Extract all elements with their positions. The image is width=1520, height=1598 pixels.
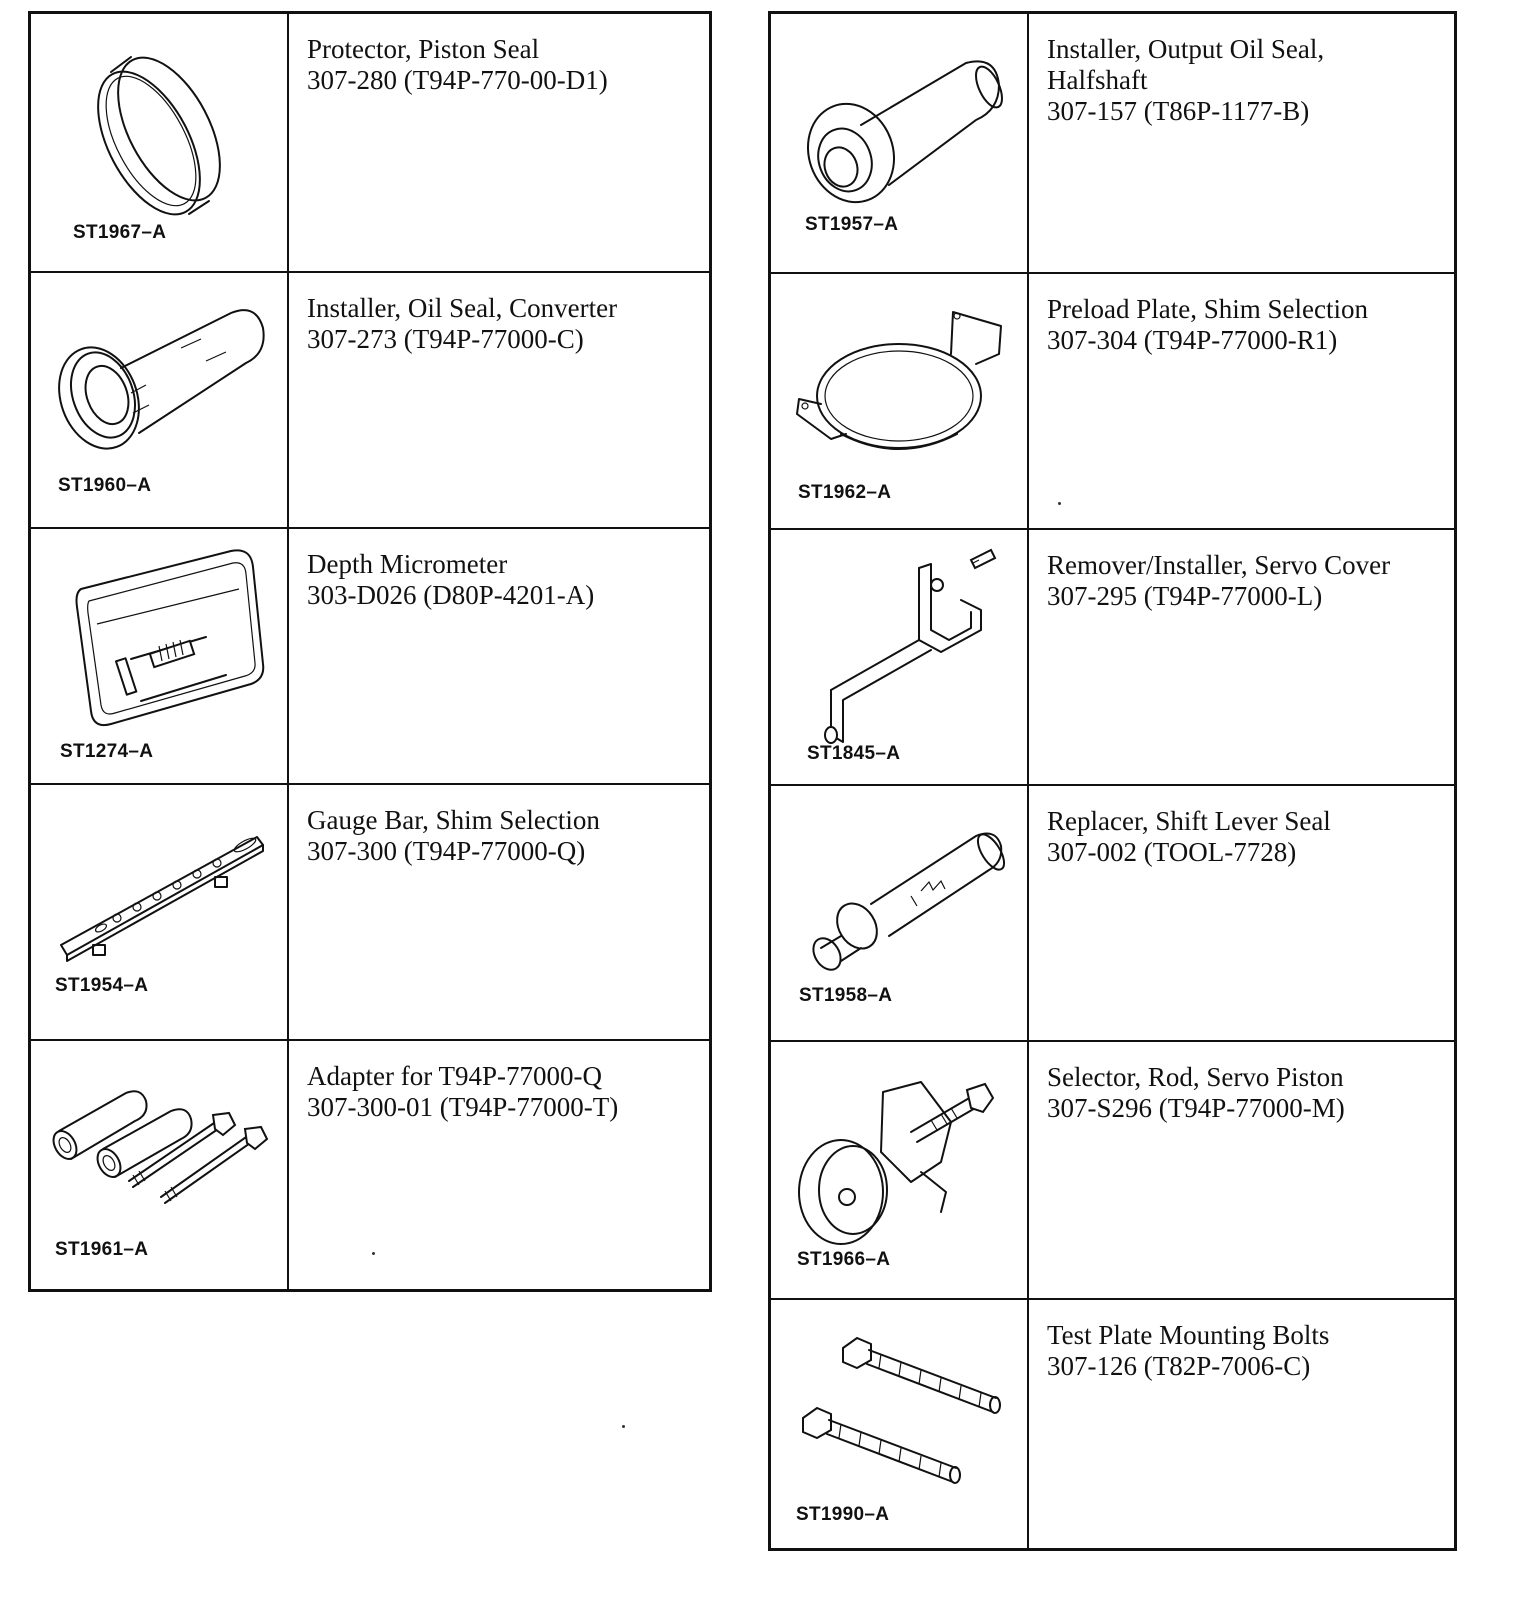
tool-row: [31, 1039, 709, 1289]
tool-description: [289, 14, 709, 271]
tool-row: [771, 784, 1454, 1040]
tool-image-code: ST1958–A: [799, 985, 893, 1006]
scan-speck: [372, 1252, 375, 1255]
tool-name: Protector, Piston Seal: [307, 34, 540, 64]
tool-image-code: ST1957–A: [805, 214, 899, 235]
tool-number: 303-D026 (D80P-4201-A): [307, 580, 595, 610]
tool-illustration-cell: [771, 1300, 1029, 1548]
tool-row: [31, 527, 709, 783]
tool-image-code: ST1954–A: [55, 975, 149, 996]
left-tool-table: [28, 11, 712, 1292]
tool-row: [771, 14, 1454, 272]
tool-number: 307-304 (T94P-77000-R1): [1047, 325, 1338, 355]
scan-speck: [1058, 502, 1061, 505]
tool-number: 307-157 (T86P-1177-B): [1047, 96, 1310, 126]
tool-name: Remover/Installer, Servo Cover: [1047, 550, 1391, 580]
tool-number: 307-126 (T82P-7006-C): [1047, 1351, 1311, 1381]
tool-image-code: ST1845–A: [807, 743, 901, 764]
tool-illustration-cell: [31, 273, 289, 527]
tool-row: [771, 272, 1454, 528]
tool-illustration-cell: [771, 274, 1029, 528]
right-tool-table: [768, 11, 1457, 1551]
tool-image-code: ST1274–A: [60, 741, 154, 762]
tool-row: [31, 14, 709, 271]
tool-name: Test Plate Mounting Bolts: [1047, 1320, 1330, 1350]
tool-illustration-cell: [31, 529, 289, 783]
gauge-bar-illustration: [31, 785, 287, 1039]
tool-description: [1029, 1300, 1454, 1548]
tool-name: Selector, Rod, Servo Piston: [1047, 1062, 1344, 1092]
tool-description: [1029, 1042, 1454, 1298]
scan-speck: [622, 1425, 625, 1428]
tool-description: [1029, 530, 1454, 784]
tool-number: 307-295 (T94P-77000-L): [1047, 581, 1323, 611]
tool-name: Gauge Bar, Shim Selection: [307, 805, 600, 835]
tool-number: 307-S296 (T94P-77000-M): [1047, 1093, 1345, 1123]
tool-illustration-cell: [771, 786, 1029, 1040]
tool-image-code: ST1962–A: [798, 482, 892, 503]
tool-name: Preload Plate, Shim Selection: [1047, 294, 1368, 324]
tool-image-code: ST1961–A: [55, 1239, 149, 1260]
tool-row: [771, 528, 1454, 784]
tool-illustration-cell: [771, 14, 1029, 272]
tool-image-code: ST1966–A: [797, 1249, 891, 1270]
tool-number: 307-002 (TOOL-7728): [1047, 837, 1297, 867]
tool-row: [31, 783, 709, 1039]
tool-name: Installer, Oil Seal, Converter: [307, 293, 618, 323]
tool-number: 307-273 (T94P-77000-C): [307, 324, 584, 354]
tool-name: Replacer, Shift Lever Seal: [1047, 806, 1331, 836]
tool-description: [289, 1041, 709, 1289]
tool-row: [771, 1298, 1454, 1548]
tool-description: [289, 529, 709, 783]
tool-illustration-cell: [31, 1041, 289, 1289]
tool-image-code: ST1990–A: [796, 1504, 890, 1525]
tool-illustration-cell: [771, 530, 1029, 784]
tool-number: 307-300-01 (T94P-77000-T): [307, 1092, 619, 1122]
tool-illustration-cell: [771, 1042, 1029, 1298]
tool-name: Adapter for T94P-77000-Q: [307, 1061, 602, 1091]
tool-image-code: ST1960–A: [58, 475, 152, 496]
tool-illustration-cell: [31, 785, 289, 1039]
tool-description: [289, 273, 709, 527]
tool-description: [1029, 274, 1454, 528]
tool-illustration-cell: [31, 14, 289, 271]
tool-image-code: ST1967–A: [73, 222, 167, 243]
tool-name: Installer, Output Oil Seal,: [1047, 34, 1325, 64]
tool-number: 307-300 (T94P-77000-Q): [307, 836, 586, 866]
tool-name: Depth Micrometer: [307, 549, 508, 579]
tool-subtitle: Halfshaft: [1047, 65, 1148, 95]
tool-description: [1029, 786, 1454, 1040]
tool-row: [31, 271, 709, 527]
tool-row: [771, 1040, 1454, 1298]
tool-number: 307-280 (T94P-770-00-D1): [307, 65, 608, 95]
tool-description: [1029, 14, 1454, 272]
tool-description: [289, 785, 709, 1039]
